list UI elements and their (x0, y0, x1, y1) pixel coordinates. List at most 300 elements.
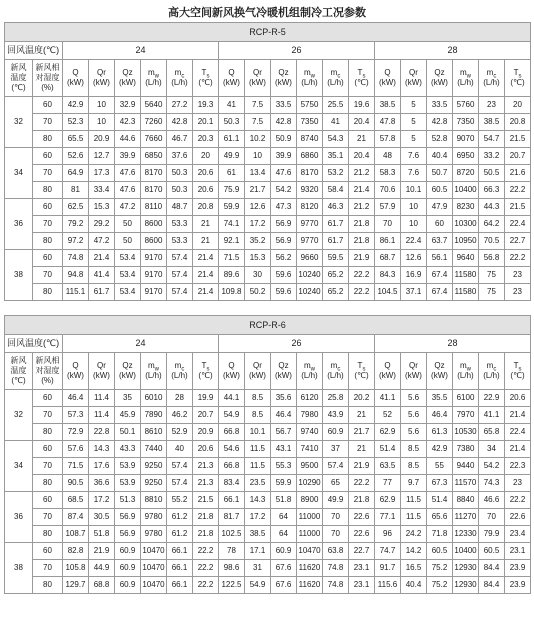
column-symbol: Qr (409, 361, 418, 370)
column-name (63, 361, 88, 371)
data-cell: 47.2 (115, 199, 141, 216)
data-cell: 66.1 (167, 543, 193, 560)
data-cell: 50.7 (427, 165, 453, 182)
data-cell: 23 (479, 97, 505, 114)
data-cell: 7.5 (245, 114, 271, 131)
column-name (167, 68, 192, 78)
column-header (89, 353, 115, 390)
data-cell: 21.2 (349, 199, 375, 216)
column-unit: (kW) (93, 78, 110, 87)
table-row (5, 284, 531, 301)
column-unit: (L/h) (301, 78, 318, 87)
data-cell: 46.4 (63, 390, 89, 407)
data-cell: 22.4 (505, 216, 531, 233)
fresh-air-rh-cell: 70 (33, 560, 63, 577)
data-cell: 11.4 (89, 407, 115, 424)
data-cell: 22.6 (349, 509, 375, 526)
column-subscript: c (337, 73, 341, 80)
table-row (5, 131, 531, 148)
data-cell: 20.8 (505, 114, 531, 131)
data-cell: 33.4 (89, 182, 115, 199)
column-name (401, 68, 426, 78)
column-subscript: c (181, 366, 185, 373)
data-cell: 21.4 (89, 250, 115, 267)
data-cell: 66.3 (479, 182, 505, 199)
data-cell: 64.2 (479, 216, 505, 233)
fresh-air-rh-cell: 60 (33, 492, 63, 509)
data-cell: 59.9 (219, 199, 245, 216)
data-cell: 11580 (453, 284, 479, 301)
data-cell: 38.5 (245, 526, 271, 543)
data-cell: 23 (505, 475, 531, 492)
data-cell: 71.5 (63, 458, 89, 475)
data-cell: 35.1 (323, 148, 349, 165)
data-cell: 10470 (297, 543, 323, 560)
fresh-air-rh-cell: 70 (33, 267, 63, 284)
data-cell: 82.8 (63, 543, 89, 560)
data-cell: 31 (245, 560, 271, 577)
column-name (479, 361, 504, 371)
data-cell: 51.8 (89, 526, 115, 543)
data-cell: 14.2 (401, 543, 427, 560)
data-cell: 60.5 (479, 543, 505, 560)
data-cell: 7350 (297, 114, 323, 131)
data-cell: 11620 (297, 577, 323, 594)
column-name (323, 361, 348, 371)
header-label-line: (%) (41, 83, 54, 92)
data-cell: 35.5 (427, 390, 453, 407)
column-name (193, 68, 218, 78)
table-row (5, 475, 531, 492)
data-cell: 63.5 (375, 458, 401, 475)
data-cell: 74.1 (219, 216, 245, 233)
data-cell: 21.9 (349, 250, 375, 267)
column-unit: (kW) (275, 78, 292, 87)
column-unit: (kW) (379, 371, 396, 380)
column-symbol: Q (72, 68, 79, 77)
data-cell: 57.3 (63, 407, 89, 424)
data-cell: 20.1 (193, 114, 219, 131)
column-name (349, 361, 374, 371)
header-label-line: (℃) (11, 376, 26, 385)
data-cell: 72.9 (63, 424, 89, 441)
data-cell: 6860 (297, 148, 323, 165)
data-cell: 12930 (453, 560, 479, 577)
data-cell: 46.6 (479, 492, 505, 509)
column-subscript: c (493, 366, 497, 373)
header-label-line: 新风相 (35, 63, 60, 72)
data-cell: 52.3 (63, 114, 89, 131)
data-cell: 8840 (453, 492, 479, 509)
column-symbol: Q (228, 361, 235, 370)
data-cell: 50 (115, 216, 141, 233)
data-cell: 23.5 (245, 475, 271, 492)
table-row (5, 114, 531, 131)
column-symbol: T (201, 68, 207, 77)
column-subscript: w (310, 366, 315, 373)
data-cell: 84.4 (479, 560, 505, 577)
data-cell: 48.7 (167, 199, 193, 216)
data-cell: 94.8 (63, 267, 89, 284)
data-cell: 23.1 (349, 560, 375, 577)
data-cell: 39.9 (271, 148, 297, 165)
data-cell: 57.9 (375, 199, 401, 216)
data-cell: 8.5 (401, 458, 427, 475)
column-subscript: s (518, 366, 522, 373)
data-cell: 21.5 (193, 492, 219, 509)
data-cell: 65.2 (323, 284, 349, 301)
column-symbol: Q (228, 68, 235, 77)
data-cell: 46.2 (167, 407, 193, 424)
fresh-air-temp-cell: 38 (5, 543, 33, 594)
data-cell: 13.4 (245, 165, 271, 182)
data-cell: 22.2 (193, 543, 219, 560)
data-cell: 12.6 (401, 250, 427, 267)
data-cell: 40.4 (401, 577, 427, 594)
data-cell: 9780 (141, 526, 167, 543)
column-symbol: Qz (434, 68, 445, 77)
data-cell: 8610 (141, 424, 167, 441)
data-cell: 45.9 (115, 407, 141, 424)
column-symbol: m (459, 361, 467, 370)
data-cell: 10.2 (245, 131, 271, 148)
data-cell: 56.9 (271, 233, 297, 250)
data-cell: 54.2 (479, 458, 505, 475)
data-cell: 8.5 (245, 407, 271, 424)
data-cell: 22.2 (349, 284, 375, 301)
column-header (193, 60, 219, 97)
header-label-line: 新风 (10, 356, 27, 365)
column-unit: (L/h) (301, 371, 318, 380)
column-header (349, 60, 375, 97)
column-subscript: s (518, 73, 522, 80)
column-symbol: Qz (278, 361, 289, 370)
fresh-air-temp-cell: 32 (5, 97, 33, 148)
data-cell: 43.1 (271, 441, 297, 458)
column-name (115, 68, 140, 78)
data-cell: 57.6 (63, 441, 89, 458)
data-cell: 20.4 (349, 114, 375, 131)
data-cell: 61.7 (323, 216, 349, 233)
header-label-line: 对湿度 (35, 73, 60, 82)
data-cell: 67.6 (271, 577, 297, 594)
data-cell: 34 (479, 441, 505, 458)
data-cell: 61.7 (323, 233, 349, 250)
column-header (427, 60, 453, 97)
fresh-air-rh-header (33, 60, 63, 97)
data-cell: 59.6 (271, 267, 297, 284)
data-cell: 8720 (453, 165, 479, 182)
data-cell: 37.1 (401, 284, 427, 301)
data-cell: 90.5 (63, 475, 89, 492)
data-cell: 21.2 (349, 165, 375, 182)
data-cell: 20.3 (193, 131, 219, 148)
fresh-air-rh-cell: 80 (33, 233, 63, 250)
data-cell: 11.5 (401, 509, 427, 526)
data-cell: 71.8 (427, 526, 453, 543)
data-cell: 41 (323, 114, 349, 131)
table-row (5, 148, 531, 165)
data-cell: 23.9 (505, 560, 531, 577)
data-cell: 44.9 (89, 560, 115, 577)
column-unit: (kW) (249, 371, 266, 380)
data-cell: 122.5 (219, 577, 245, 594)
column-symbol: Q (384, 68, 391, 77)
data-cell: 108.7 (63, 526, 89, 543)
column-header (453, 353, 479, 390)
data-cell: 10300 (453, 216, 479, 233)
data-cell: 44.3 (479, 199, 505, 216)
table-row (5, 458, 531, 475)
column-symbol: m (303, 361, 311, 370)
column-header (193, 353, 219, 390)
data-cell: 5 (401, 97, 427, 114)
column-header (401, 60, 427, 97)
column-symbol: T (357, 68, 363, 77)
data-cell: 35.2 (245, 233, 271, 250)
data-cell: 17.2 (245, 509, 271, 526)
column-name (427, 361, 452, 371)
data-cell: 61.1 (219, 131, 245, 148)
data-cell: 59.6 (271, 284, 297, 301)
data-cell: 20.6 (193, 182, 219, 199)
data-cell: 10 (401, 216, 427, 233)
column-unit: (kW) (249, 78, 266, 87)
data-cell: 7380 (453, 441, 479, 458)
header-label-line: 温度 (10, 73, 27, 82)
data-cell: 9740 (297, 424, 323, 441)
data-cell: 47.6 (115, 165, 141, 182)
column-symbol: Qz (122, 361, 133, 370)
data-cell: 30.5 (89, 509, 115, 526)
data-cell: 21.8 (193, 526, 219, 543)
data-cell: 7.6 (401, 165, 427, 182)
column-symbol: m (459, 68, 467, 77)
column-unit: (℃) (198, 78, 213, 87)
performance-table-block (4, 315, 530, 594)
column-name (349, 68, 374, 78)
data-cell: 10240 (297, 267, 323, 284)
data-cell: 66.8 (219, 458, 245, 475)
data-cell: 98.6 (219, 560, 245, 577)
data-cell: 47.3 (271, 199, 297, 216)
table-row (5, 407, 531, 424)
data-cell: 53.4 (115, 250, 141, 267)
data-cell: 23.1 (349, 577, 375, 594)
column-name (141, 361, 166, 371)
column-name (271, 361, 296, 371)
data-cell: 60.9 (323, 424, 349, 441)
data-cell: 22.2 (193, 577, 219, 594)
column-symbol: T (513, 68, 519, 77)
data-cell: 70.5 (479, 233, 505, 250)
data-cell: 27.2 (167, 97, 193, 114)
column-header (505, 353, 531, 390)
data-cell: 33.5 (427, 97, 453, 114)
data-cell: 17.3 (89, 165, 115, 182)
column-name (375, 361, 400, 371)
data-cell: 20 (505, 97, 531, 114)
data-cell: 60.5 (427, 543, 453, 560)
column-subscript: c (181, 73, 185, 80)
data-cell: 11620 (297, 560, 323, 577)
data-cell: 11.4 (89, 390, 115, 407)
data-cell: 5640 (141, 97, 167, 114)
data-cell: 8740 (297, 131, 323, 148)
data-cell: 51.8 (271, 492, 297, 509)
data-cell: 63.7 (427, 233, 453, 250)
data-cell: 12.7 (89, 148, 115, 165)
fresh-air-temp-header (5, 60, 33, 97)
data-cell: 59.9 (271, 475, 297, 492)
fresh-air-rh-cell: 60 (33, 390, 63, 407)
data-cell: 12.6 (245, 199, 271, 216)
data-cell: 66.1 (167, 577, 193, 594)
data-cell: 23.1 (505, 543, 531, 560)
data-cell: 91.7 (375, 560, 401, 577)
data-cell: 6850 (141, 148, 167, 165)
data-cell: 74.7 (375, 543, 401, 560)
column-symbol: Qr (253, 361, 262, 370)
data-cell: 46.4 (427, 407, 453, 424)
column-header (401, 353, 427, 390)
data-cell: 22.2 (505, 182, 531, 199)
data-cell: 60.9 (115, 577, 141, 594)
data-cell: 42.8 (167, 114, 193, 131)
fresh-air-rh-cell: 60 (33, 543, 63, 560)
fresh-air-rh-cell: 70 (33, 165, 63, 182)
column-header (115, 353, 141, 390)
data-cell: 16.5 (401, 560, 427, 577)
data-cell: 58.4 (323, 182, 349, 199)
data-cell: 49.9 (219, 148, 245, 165)
data-cell: 6100 (453, 390, 479, 407)
column-symbol: m (486, 68, 494, 77)
data-cell: 5 (401, 131, 427, 148)
data-cell: 60.9 (115, 543, 141, 560)
column-header (89, 60, 115, 97)
data-cell: 8.5 (401, 441, 427, 458)
fresh-air-rh-cell: 60 (33, 148, 63, 165)
data-cell: 10 (89, 114, 115, 131)
column-symbol: Qr (409, 68, 418, 77)
data-cell: 58.3 (375, 165, 401, 182)
data-cell: 54.9 (245, 577, 271, 594)
data-cell: 53.4 (115, 284, 141, 301)
fresh-air-temp-cell: 32 (5, 390, 33, 441)
column-unit: (L/h) (171, 78, 188, 87)
data-cell: 10470 (141, 577, 167, 594)
data-cell: 53.2 (323, 165, 349, 182)
data-cell: 61.3 (427, 424, 453, 441)
column-unit: (kW) (405, 371, 422, 380)
data-cell: 78 (219, 543, 245, 560)
data-cell: 54.7 (479, 131, 505, 148)
data-cell: 54.3 (323, 131, 349, 148)
column-name (219, 361, 244, 371)
data-cell: 57.4 (323, 458, 349, 475)
column-header (427, 353, 453, 390)
data-cell: 8170 (141, 182, 167, 199)
data-cell: 29.2 (89, 216, 115, 233)
table-row (5, 267, 531, 284)
data-cell: 66.1 (167, 560, 193, 577)
data-cell: 9780 (141, 509, 167, 526)
data-cell: 7980 (297, 407, 323, 424)
data-cell: 57.4 (167, 267, 193, 284)
data-cell: 42.9 (427, 441, 453, 458)
data-cell: 57.4 (167, 458, 193, 475)
data-cell: 6950 (453, 148, 479, 165)
column-subscript: s (206, 73, 210, 80)
column-header (375, 353, 401, 390)
data-cell: 7440 (141, 441, 167, 458)
data-cell: 67.4 (427, 267, 453, 284)
column-unit: (kW) (431, 78, 448, 87)
data-cell: 5.6 (401, 407, 427, 424)
column-name (505, 68, 530, 78)
data-cell: 50 (115, 233, 141, 250)
table-row (5, 97, 531, 114)
column-symbol: Qz (434, 361, 445, 370)
data-cell: 109.8 (219, 284, 245, 301)
data-cell: 75 (479, 284, 505, 301)
data-cell: 8600 (141, 233, 167, 250)
data-cell: 20.9 (193, 424, 219, 441)
data-cell: 50.1 (115, 424, 141, 441)
column-symbol: Qz (122, 68, 133, 77)
data-cell: 10 (245, 148, 271, 165)
column-subscript: c (493, 73, 497, 80)
column-subscript: s (362, 366, 366, 373)
column-unit: (kW) (223, 78, 240, 87)
data-cell: 17.2 (89, 492, 115, 509)
column-symbol: m (486, 361, 494, 370)
fresh-air-temp-header (5, 353, 33, 390)
table-row (5, 390, 531, 407)
data-cell: 74.8 (323, 560, 349, 577)
data-cell: 9440 (453, 458, 479, 475)
data-cell: 21.4 (505, 441, 531, 458)
data-cell: 8170 (141, 165, 167, 182)
data-cell: 23.9 (505, 577, 531, 594)
column-header (505, 60, 531, 97)
table-row (5, 424, 531, 441)
data-cell: 21 (193, 233, 219, 250)
data-cell: 44.1 (219, 390, 245, 407)
column-unit: (kW) (67, 371, 84, 380)
data-cell: 11.5 (245, 458, 271, 475)
column-unit: (℃) (354, 78, 369, 87)
data-cell: 68.7 (375, 250, 401, 267)
data-cell: 22.4 (401, 233, 427, 250)
column-symbol: Qr (253, 68, 262, 77)
data-cell: 10.1 (245, 424, 271, 441)
fresh-air-rh-cell: 80 (33, 182, 63, 199)
column-header (479, 60, 505, 97)
data-cell: 32.9 (115, 97, 141, 114)
data-cell: 25.5 (323, 97, 349, 114)
data-cell: 60.9 (115, 560, 141, 577)
column-unit: (kW) (93, 371, 110, 380)
data-cell: 62.5 (63, 199, 89, 216)
fresh-air-rh-cell: 70 (33, 458, 63, 475)
data-cell: 81.7 (219, 509, 245, 526)
fresh-air-temp-cell: 38 (5, 250, 33, 301)
data-cell: 9170 (141, 267, 167, 284)
column-subscript: w (466, 73, 471, 80)
data-cell: 33.2 (479, 148, 505, 165)
